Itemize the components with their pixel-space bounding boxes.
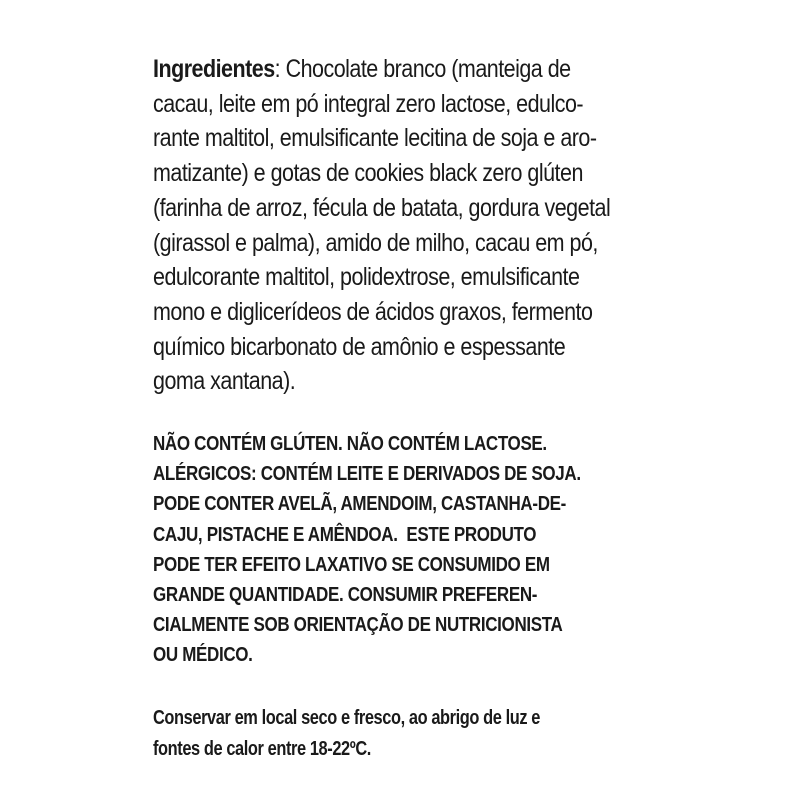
- ingredients-line: cacau, leite em pó integral zero lactose, edulco-: [153, 89, 584, 118]
- warning-line: CAJU, PISTACHE E AMÊNDOA. ESTE PRODUTO: [153, 523, 537, 546]
- ingredients-line: químico bicarbonato de amônio e espessante: [153, 332, 566, 361]
- ingredients-line: goma xantana).: [153, 367, 296, 396]
- ingredients-first-line-text: : Chocolate branco (manteiga de: [274, 55, 571, 83]
- warning-line: PODE CONTER AVELÃ, AMENDOIM, CASTANHA-DE-: [153, 493, 566, 516]
- ingredients-line: (farinha de arroz, fécula de batata, gordura vegetal: [153, 193, 611, 222]
- ingredients-line: [153, 52, 600, 87]
- warning-line: PODE TER EFEITO LAXATIVO SE CONSUMIDO EM: [153, 553, 550, 576]
- ingredients-line: matizante) e gotas de cookies black zero glúten: [153, 159, 583, 188]
- storage-line: fontes de calor entre 18-22ºC.: [153, 737, 371, 760]
- ingredients-line: edulcorante maltitol, polidextrose, emulsificante: [153, 263, 580, 292]
- warning-line: CIALMENTE SOB ORIENTAÇÃO DE NUTRICIONISTA: [153, 614, 563, 637]
- ingredients-paragraph: [153, 52, 673, 399]
- warning-line: GRANDE QUANTIDADE. CONSUMIR PREFEREN-: [153, 584, 538, 607]
- storage-line: Conservar em local seco e fresco, ao abrigo de luz e: [153, 706, 541, 729]
- label-text-panel: [153, 52, 673, 765]
- warning-line: NÃO CONTÉM GLÚTEN. NÃO CONTÉM LACTOSE.: [153, 433, 547, 456]
- allergen-warning-block: [153, 429, 673, 671]
- warning-line: OU MÉDICO.: [153, 644, 253, 667]
- storage-instructions: [153, 703, 673, 765]
- ingredients-line: rante maltitol, emulsificante lecitina de soja e aro-: [153, 124, 597, 153]
- warning-line: ALÉRGICOS: CONTÉM LEITE E DERIVADOS DE SOJA.: [153, 463, 581, 486]
- ingredients-line: mono e diglicerídeos de ácidos graxos, fermento: [153, 297, 593, 326]
- ingredients-label: Ingredientes: [153, 55, 275, 83]
- ingredients-line: (girassol e palma), amido de milho, cacau em pó,: [153, 228, 598, 257]
